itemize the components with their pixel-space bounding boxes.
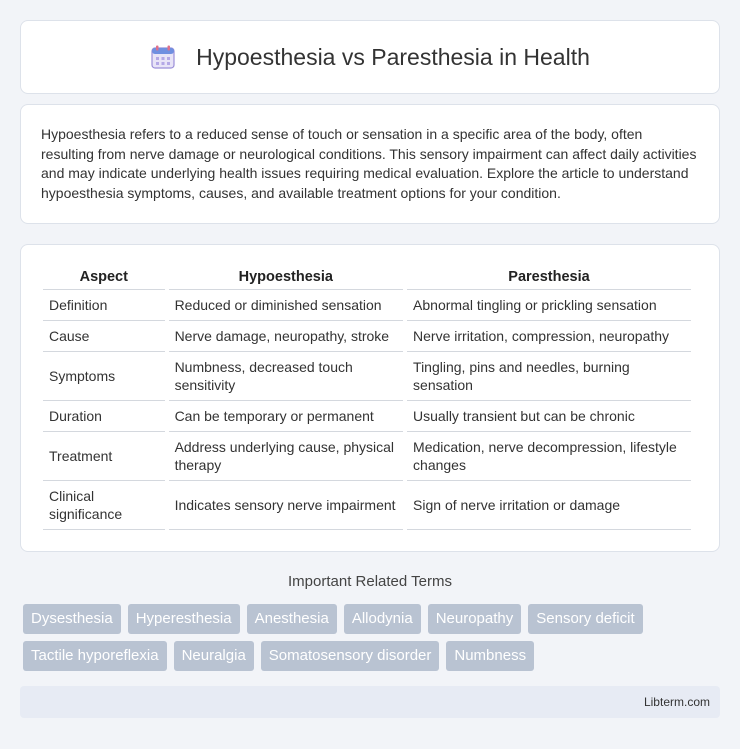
- related-terms-heading: Important Related Terms: [288, 573, 452, 590]
- row-hypoesthesia: Address underlying cause, physical therapy: [169, 432, 403, 481]
- table-row: [43, 290, 691, 321]
- related-term-tag[interactable]: Somatosensory disorder: [261, 641, 440, 671]
- row-aspect: Clinical significance: [43, 481, 165, 530]
- table-row: [43, 352, 691, 401]
- row-hypoesthesia: Indicates sensory nerve impairment: [169, 481, 403, 530]
- footer-brand-link[interactable]: Libterm.com: [643, 695, 710, 709]
- row-aspect: Cause: [43, 321, 165, 352]
- related-term-tag[interactable]: Allodynia: [344, 604, 421, 634]
- row-aspect: Symptoms: [43, 352, 165, 401]
- row-paresthesia: Abnormal tingling or prickling sensation: [407, 290, 691, 321]
- related-term-tag[interactable]: Dysesthesia: [23, 604, 121, 634]
- calendar-icon: [150, 44, 176, 70]
- related-term-tag[interactable]: Neuralgia: [174, 641, 254, 671]
- row-paresthesia: Sign of nerve irritation or damage: [407, 481, 691, 530]
- row-paresthesia: Tingling, pins and needles, burning sensation: [407, 352, 691, 401]
- row-aspect: Definition: [43, 290, 165, 321]
- row-aspect: Duration: [43, 401, 165, 432]
- related-term-tag[interactable]: Numbness: [446, 641, 534, 671]
- related-terms-list: [23, 604, 723, 671]
- table-header-row: [43, 265, 691, 290]
- comparison-table: [39, 265, 695, 530]
- row-hypoesthesia: Numbness, decreased touch sensitivity: [169, 352, 403, 401]
- row-paresthesia: Medication, nerve decompression, lifestyle changes: [407, 432, 691, 481]
- related-term-tag[interactable]: Hyperesthesia: [128, 604, 240, 634]
- table-row: [43, 432, 691, 481]
- row-hypoesthesia: Reduced or diminished sensation: [169, 290, 403, 321]
- intro-text: Hypoesthesia refers to a reduced sense of touch or sensation in a specific area of the body, often resulting from nerve damage or neurological conditions. This sensory impairment can affect daily activities and may indicate underlying health issues requiring medical evaluation. Explore the article to understand hypoesthesia symptoms, causes, and available treatment options for your condition.: [41, 126, 697, 201]
- header-aspect: Aspect: [43, 265, 165, 290]
- table-row: [43, 481, 691, 530]
- header-hypoesthesia: Hypoesthesia: [169, 265, 403, 290]
- footer: [20, 686, 720, 718]
- row-hypoesthesia: Nerve damage, neuropathy, stroke: [169, 321, 403, 352]
- related-term-tag[interactable]: Anesthesia: [247, 604, 337, 634]
- row-aspect: Treatment: [43, 432, 165, 481]
- row-paresthesia: Usually transient but can be chronic: [407, 401, 691, 432]
- related-term-tag[interactable]: Tactile hyporeflexia: [23, 641, 167, 671]
- row-hypoesthesia: Can be temporary or permanent: [169, 401, 403, 432]
- table-row: [43, 321, 691, 352]
- related-term-tag[interactable]: Sensory deficit: [528, 604, 642, 634]
- header-paresthesia: Paresthesia: [407, 265, 691, 290]
- row-paresthesia: Nerve irritation, compression, neuropathy: [407, 321, 691, 352]
- intro-card: [20, 104, 720, 224]
- page-title: Hypoesthesia vs Paresthesia in Health: [196, 43, 590, 70]
- table-row: [43, 401, 691, 432]
- title-card: [20, 20, 720, 94]
- related-term-tag[interactable]: Neuropathy: [428, 604, 522, 634]
- comparison-table-card: [20, 244, 720, 552]
